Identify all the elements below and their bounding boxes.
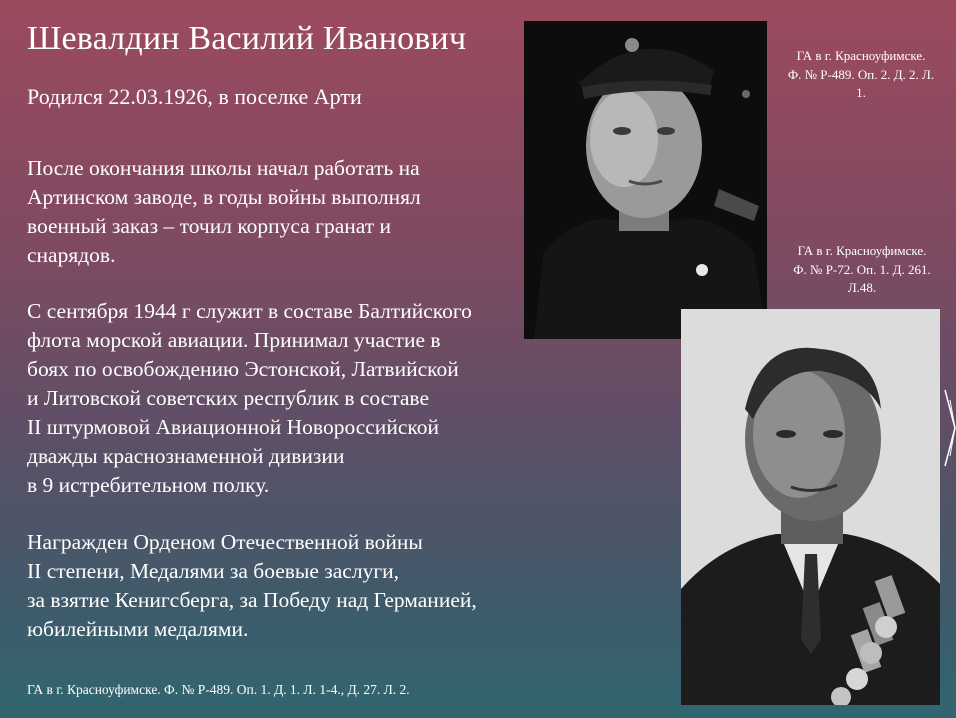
biography-paragraph-awards: Награжден Орденом Отечественной войны II степени, Медалями за боевые заслуги, за взятие Кенигсберга, за Победу над Германией, юбилейными медалями. (27, 530, 477, 641)
photo-caption-older: ГА в г. Красноуфимске. Ф. № Р-72. Оп. 1. Д. 261. Л.48. (793, 243, 931, 295)
portrait-photo-older (681, 309, 940, 705)
portrait-photo-young (524, 21, 767, 339)
biography-paragraph-service: С сентября 1944 г служит в составе Балтийского флота морской авиации. Принимал участие в боях по освобождению Эстонской, Латвийской и Литовской советских республик в составе II штурмовой Авиационной Новороссийской дважды краснознаменной дивизии в 9 истребительном полку. (27, 299, 472, 497)
page-title: Шевалдин Василий Иванович (27, 20, 467, 57)
photo-caption-young: ГА в г. Красноуфимске. Ф. № Р-489. Оп. 2. Д. 2. Л. 1. (787, 48, 935, 100)
chevron-right-icon (944, 388, 956, 473)
biography-paragraph-school: После окончания школы начал работать на Артинском заводе, в годы войны выполнял военный заказ – точил корпуса гранат и снарядов. (27, 156, 421, 267)
birth-info: Родился 22.03.1926, в поселке Арти (27, 84, 362, 109)
archive-source-note: ГА в г. Красноуфимске. Ф. № Р-489. Оп. 1. Д. 1. Л. 1-4., Д. 27. Л. 2. (27, 682, 410, 697)
